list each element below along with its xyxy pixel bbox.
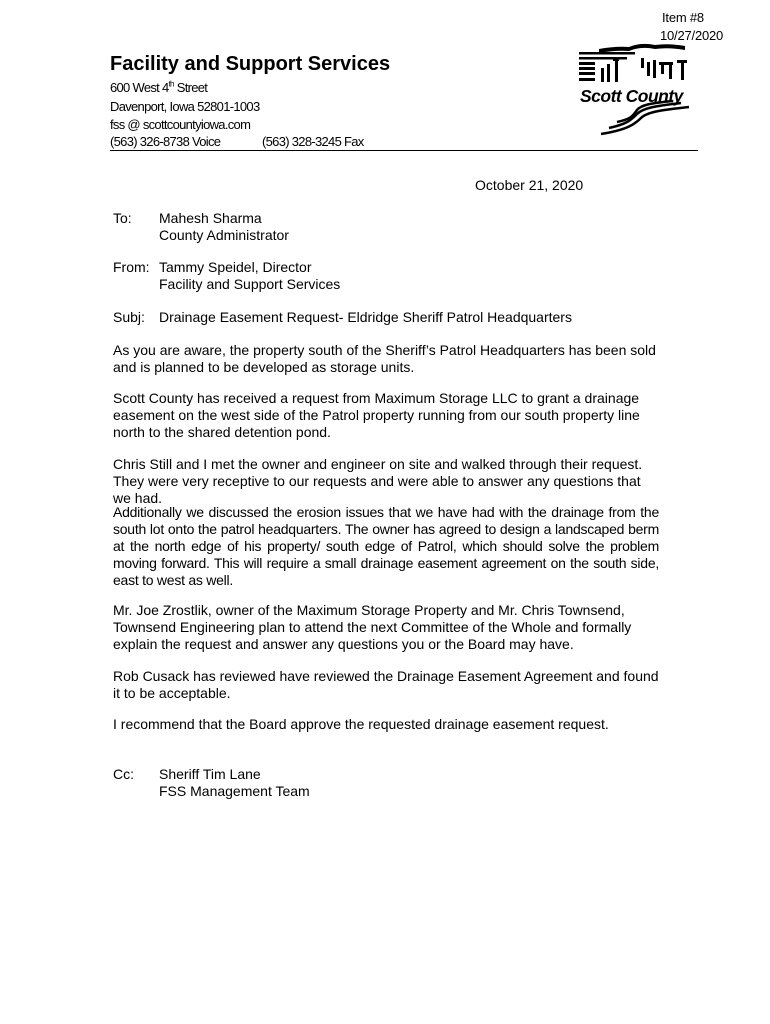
to-name: Mahesh Sharma (159, 210, 262, 226)
body-paragraph: Scott County has received a request from Maximum Storage LLC to grant a drainage easement on the west side of the Patrol property running from our south property line north to the shared detention pond. (113, 390, 640, 440)
skyline-icon (579, 44, 687, 82)
body-paragraph: Chris Still and I met the owner and engineer on site and walked through their request. They were very receptive to our requests and were able to answer any questions that we had. (113, 456, 643, 506)
subject-line: Drainage Easement Request- Eldridge Sheriff Patrol Headquarters (159, 309, 572, 325)
email-address: fss @ scottcountyiowa.com (110, 117, 251, 132)
cc-label: Cc: (113, 766, 134, 782)
city-address: Davenport, Iowa 52801-1003 (110, 99, 260, 114)
letter-date: October 21, 2020 (475, 177, 584, 193)
body-paragraph: As you are aware, the property south of the Sheriff’s Patrol Headquarters has been sold and is planned to be developed as storage units. (113, 342, 656, 375)
street-address-pre: 600 West 4 (110, 80, 169, 95)
body-paragraph: I recommend that the Board approve the requested drainage easement request. (113, 716, 609, 732)
fax-number: (563) 328-3245 Fax (262, 134, 364, 149)
to-title: County Administrator (159, 227, 289, 243)
to-label: To: (113, 210, 132, 226)
letterhead-divider (110, 150, 698, 151)
body-paragraph: Mr. Joe Zrostlik, owner of the Maximum Storage Property and Mr. Chris Townsend, Townsend Engineering plan to attend the next Committee of the Whole and formally explain the request and answer any questions you or the Board may have. (113, 602, 632, 652)
cc-name: Sheriff Tim Lane (159, 766, 261, 782)
item-date: 10/27/2020 (660, 28, 724, 43)
logo-text: Scott County (580, 86, 683, 106)
street-address-post: Street (173, 80, 208, 95)
from-label: From: (113, 259, 150, 275)
body-paragraph: Additionally we discussed the erosion issues that we have had with the drainage from the south lot onto the patrol headquarters. The owner has agreed to design a landscaped berm at the north edge of his property/ south edge of Patrol, which should solve the problem moving forward. This will require a small drainage easement agreement on the south side, east to west as well. (113, 504, 659, 588)
from-name: Tammy Speidel, Director (159, 259, 312, 275)
body-paragraph: Rob Cusack has reviewed have reviewed the Drainage Easement Agreement and found it to be acceptable. (113, 668, 659, 701)
subj-label: Subj: (113, 309, 145, 325)
item-number: Item #8 (662, 10, 704, 25)
voice-number: (563) 326-8738 Voice (110, 134, 221, 149)
street-address (110, 80, 207, 96)
scott-county-logo (577, 40, 699, 138)
street-address-sup: th (168, 79, 174, 89)
org-name: Facility and Support Services (110, 53, 391, 75)
cc-name: FSS Management Team (159, 783, 310, 799)
from-dept: Facility and Support Services (159, 276, 341, 292)
